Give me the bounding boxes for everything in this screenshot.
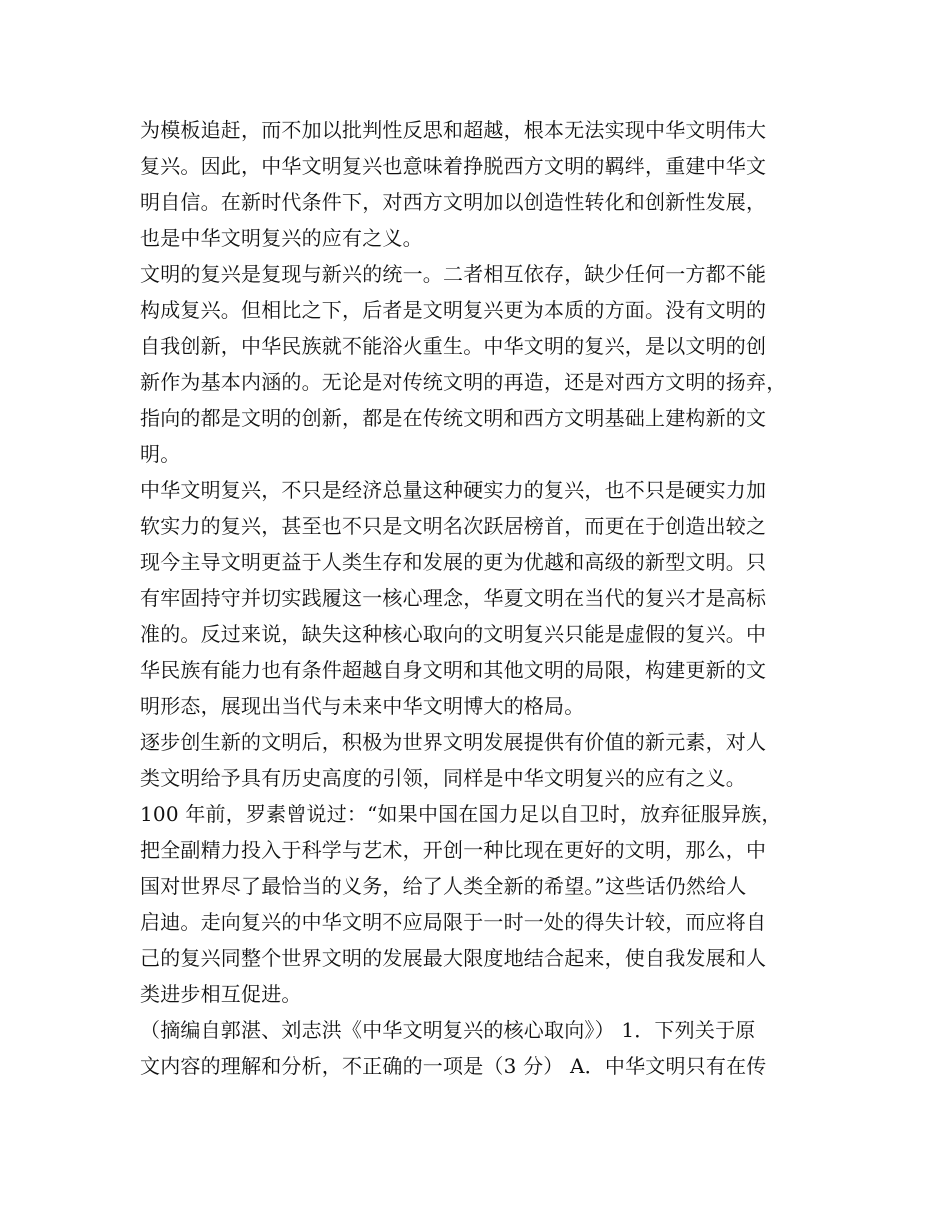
text-line: 文明的复兴是复现与新兴的统一。二者相互依存，缺少任何一方都不能 [140,262,767,286]
text-line: 类文明给予具有历史高度的引领，同样是中华文明复兴的应有之义。 [140,766,746,790]
text-line: 己的复兴同整个世界文明的发展最大限度地结合起来，使自我发展和人 [140,946,767,970]
text-line: 类进步相互促进。 [140,982,302,1006]
text-line: 复兴。因此，中华文明复兴也意味着挣脱西方文明的羁绊，重建中华文 [140,154,767,178]
text-line: （摘编自郭湛、刘志洪《中华文明复兴的核心取向》） 1．下列关于原 [140,1018,756,1042]
text-line: 为模板追赶，而不加以批判性反思和超越，根本无法实现中华文明伟大 [140,118,767,142]
text-line: 华民族有能力也有条件超越自身文明和其他文明的局限，构建更新的文 [140,658,767,682]
article-text [140,112,820,1084]
text-line: 构成复兴。但相比之下，后者是文明复兴更为本质的方面。没有文明的 [140,298,767,322]
text-line: 把全副精力投入于科学与艺术，开创一种比现在更好的文明，那么，中 [140,838,767,862]
text-line: 启迪。走向复兴的中华文明不应局限于一时一处的得失计较，而应将自 [140,910,767,934]
text-line: 现今主导文明更益于人类生存和发展的更为优越和高级的新型文明。只 [140,550,767,574]
text-line: 也是中华文明复兴的应有之义。 [140,226,423,250]
text-line: 逐步创生新的文明后，积极为世界文明发展提供有价值的新元素，对人 [140,730,767,754]
text-line: 软实力的复兴，甚至也不只是文明名次跃居榜首，而更在于创造出较之 [140,514,767,538]
text-line: 有牢固持守并切实践履这一核心理念，华夏文明在当代的复兴才是高标 [140,586,767,610]
text-line: 明。 [140,442,181,466]
text-line: 中华文明复兴，不只是经济总量这种硬实力的复兴，也不只是硬实力加 [140,478,767,502]
text-line: 明自信。在新时代条件下，对西方文明加以创造性转化和创新性发展， [140,190,767,214]
text-line: 明形态，展现出当代与未来中华文明博大的格局。 [140,694,585,718]
text-line: 自我创新，中华民族就不能浴火重生。中华文明的复兴，是以文明的创 [140,334,767,358]
text-line: 国对世界尽了最恰当的义务，给了人类全新的希望。”这些话仍然给人 [140,874,747,898]
text-line: 指向的都是文明的创新，都是在传统文明和西方文明基础上建构新的文 [140,406,767,430]
text-line: 100 年前，罗素曾说过：“如果中国在国力足以自卫时，放弃征服异族， [140,802,782,826]
text-line: 文内容的理解和分析，不正确的一项是（3 分） A．中华文明只有在传 [140,1054,767,1078]
text-line: 准的。反过来说，缺失这种核心取向的文明复兴只能是虚假的复兴。中 [140,622,767,646]
text-line: 新作为基本内涵的。无论是对传统文明的再造，还是对西方文明的扬弃， [140,370,787,394]
